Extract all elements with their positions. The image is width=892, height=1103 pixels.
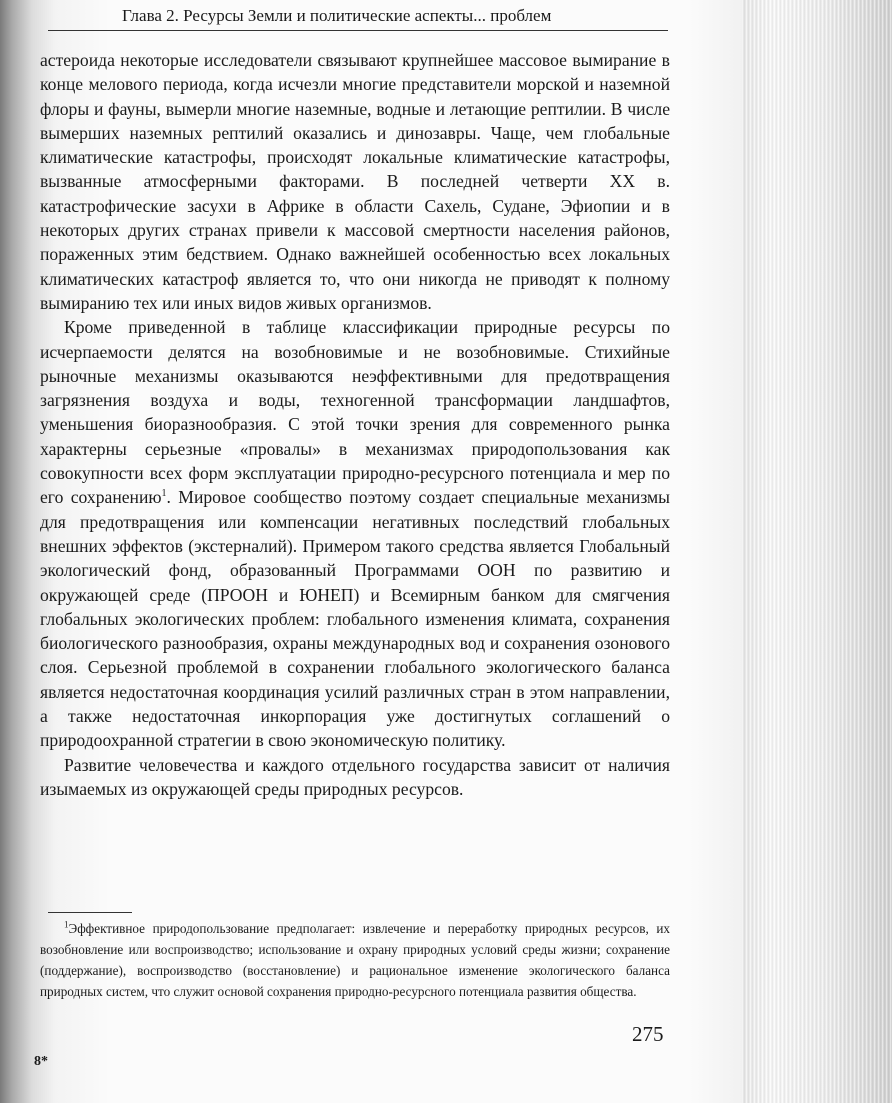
running-header: Глава 2. Ресурсы Земли и политические аспекты... проблем: [122, 6, 552, 25]
printer-signature-mark: 8*: [34, 1054, 48, 1069]
footnote: [40, 918, 670, 1002]
footnote-text: Эффективное природопользование предполагает: извлечение и переработку природных ресурсов, их возобновление или воспроизводство; использование и охрану природных условий среды жизни; сохранение (поддержание), воспроизводство (восстановление) и рациональное изменение экологического баланса природных систем, что служит основой сохранения природно-ресурсного потенциала развития общества.: [40, 921, 670, 999]
footnote-number: 1: [64, 919, 69, 930]
paragraph-3: Развитие человечества и каждого отдельного государства зависит от наличия изымаемых из окружающей среды природных ресурсов.: [40, 754, 670, 799]
book-page-edges: [742, 0, 892, 1103]
paragraph-2-text: Кроме приведенной в таблице классификации природные ресурсы по исчерпаемости делятся на возобновимые и не возобновимые. Стихийные рыночные механизмы оказываются неэффективными для предотвращения загрязнения воздуха и воды, техногенной трансформации ландшафтов, уменьшения биоразнообразия. С этой точки зрения для современного рынка характерны серьезные «провалы» в механизмах природопользования как совокупности всех форм эксплуатации природно-ресурсного потенциала и мер по его сохранению: [40, 317, 670, 508]
paragraph-1: астероида некоторые исследователи связывают крупнейшее массовое вымирание в конце мелового периода, когда исчезли многие представители морской и наземной флоры и фауны, вымерли многие наземные, водные и летающие рептилии. В числе вымерших наземных рептилий оказались и динозавры. Чаще, чем глобальные климатические катастрофы, происходят локальные климатические катастрофы, вызванные атмосферными факторами. В последней четверти XX в. катастрофические засухи в Африке в области Сахель, Судане, Эфиопии и в некоторых других странах привели к массовой смертности населения районов, пораженных этим бедствием. Однако важнейшей особенностью всех локальных климатических катастроф является то, что они никогда не приводят к полному вымиранию тех или иных видов живых организмов.: [40, 50, 670, 313]
footnote-reference[interactable]: 1: [161, 488, 167, 500]
paragraph-2: [40, 315, 670, 752]
page-number: 275: [632, 1022, 664, 1046]
paragraph-2-continuation: . Мировое сообщество поэтому создает специальные механизмы для предотвращения или компенсации негативных последствий глобальных внешних эффектов (экстерналий). Примером такого средства является Глобальный экологический фонд, образованный Программами ООН по развитию и окружающей среде (ПРООН и ЮНЕП) и Всемирным банком для смягчения глобальных экологических проблем: глобального изменения климата, сохранения биологического разнообразия, охраны международных вод и сохранения озонового слоя. Серьезной проблемой в сохранении глобального экологического баланса является недостаточная координация усилий различных стран в этом направлении, а также недостаточная инкорпорация уже достигнутых соглашений о природоохранной стратегии в свою экономическую политику.: [40, 487, 670, 751]
main-text: [40, 48, 670, 801]
footnote-rule: [48, 912, 132, 913]
header-rule: [48, 30, 668, 31]
